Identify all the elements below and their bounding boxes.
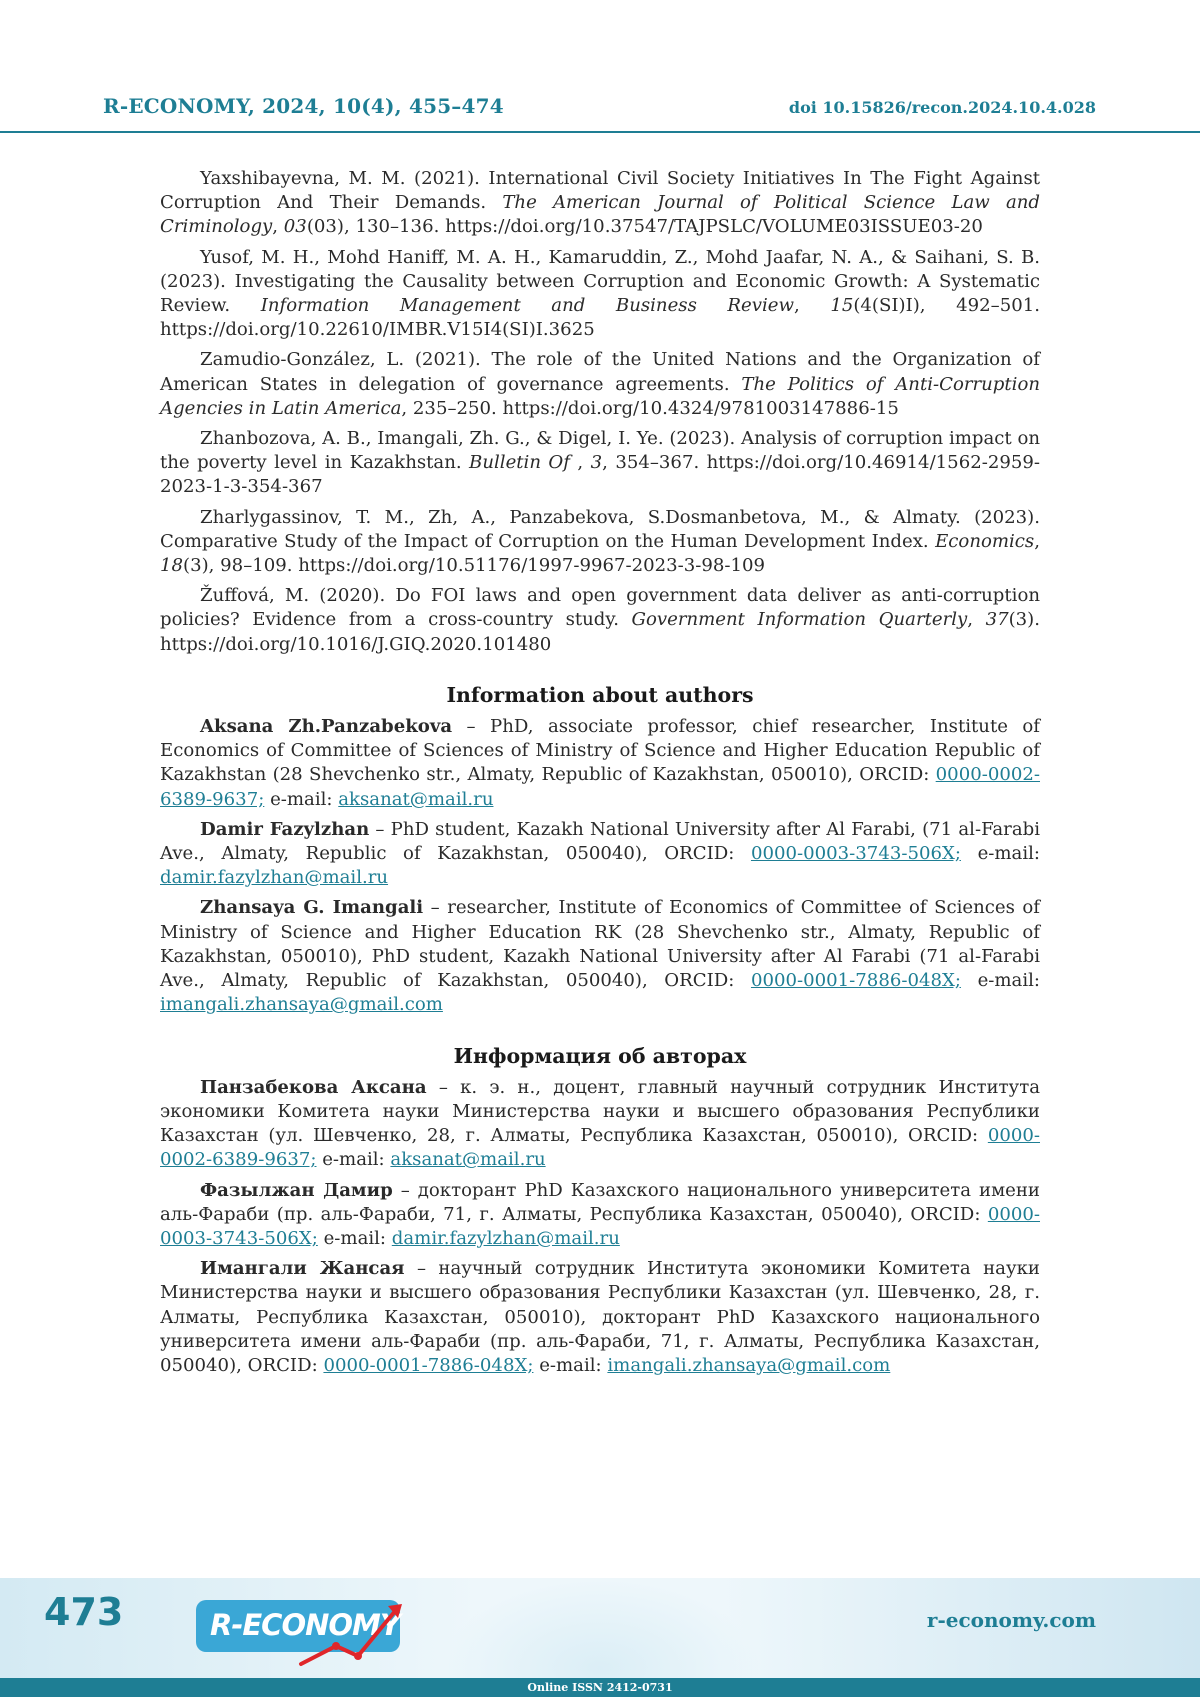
globe-background bbox=[440, 1578, 760, 1678]
author-item: Имангали Жансая – научный сотрудник Института экономики Комитета науки Министерства науки и высшего образования Республики Казахстан (ул. Шевченко, 28, г. Алматы, Республика Казахстан, 050010), докторант PhD Казахского национального университета имени аль-Фараби (пр. аль-Фараби, 71, г. Алматы, Республика Казахстан, 050040), ORCID: 0000-0001-7886-048X; e-mail: imangali.zhansaya@gmail.com bbox=[160, 1257, 1040, 1378]
website-link[interactable]: r-economy.com bbox=[927, 1608, 1096, 1632]
reference-item: Žuffová, M. (2020). Do FOI laws and open government data deliver as anti-corruption policies? Evidence from a cross-country study. Government Information Quarterly, 37(3). https://doi.org/10.1016/J.GIQ.2020.101480 bbox=[160, 584, 1040, 657]
logo-text: R-ECONOMY bbox=[210, 1608, 400, 1642]
reference-volume: 18 bbox=[160, 555, 183, 576]
section-title-authors-en: Information about authors bbox=[160, 683, 1040, 707]
orcid-link[interactable]: 0000-0001-7886-048X; bbox=[751, 970, 961, 991]
doi-label: doi 10.15826/recon.2024.10.4.028 bbox=[789, 98, 1096, 117]
author-name: Aksana Zh.Panzabekova bbox=[200, 716, 452, 737]
authors-ru-list bbox=[160, 1076, 1040, 1378]
author-item: Zhansaya G. Imangali – researcher, Institute of Economics of Committee of Sciences of Ministry of Science and Higher Education RK (28 Shevchenko str., Almaty, Republic of Kazakhstan, 050010), PhD student, Kazakh National University after Al Farabi (71 al-Farabi Ave., Almaty, Republic of Kazakhstan, 050040), ORCID: 0000-0001-7886-048X; e-mail: imangali.zhansaya@gmail.com bbox=[160, 896, 1040, 1017]
author-item: Панзабекова Аксана – к. э. н., доцент, главный научный сотрудник Института экономики Комитета науки Министерства науки и высшего образования Республики Казахстан (ул. Шевченко, 28, г. Алматы, Республика Казахстан, 050010), ORCID: 0000-0002-6389-9637; e-mail: aksanat@mail.ru bbox=[160, 1076, 1040, 1173]
author-item: Фазылжан Дамир – докторант PhD Казахского национального университета имени аль-Фараби (пр. аль-Фараби, 71, г. Алматы, Республика Казахстан, 050040), ORCID: 0000-0003-3743-506X; e-mail: damir.fazylzhan@mail.ru bbox=[160, 1179, 1040, 1252]
reference-item: Yaxshibayevna, M. M. (2021). International Civil Society Initiatives In The Fight Against Corruption And Their Demands. The American Journal of Political Science Law and Criminology, 03(03), 130–136. https://doi.org/10.37547/TAJPSLC/VOLUME03ISSUE03-20 bbox=[160, 167, 1040, 240]
reference-source: The American Journal of Political Science Law and Criminology bbox=[160, 192, 1040, 237]
email-link[interactable]: aksanat@mail.ru bbox=[338, 789, 493, 810]
authors-en-list bbox=[160, 715, 1040, 1017]
page-footer bbox=[0, 1578, 1200, 1678]
reference-source: Government Information Quarterly bbox=[632, 609, 968, 630]
author-name: Панзабекова Аксана bbox=[200, 1077, 427, 1098]
orcid-link[interactable]: 0000-0002-6389-9637; bbox=[160, 1125, 1040, 1170]
journal-logo bbox=[196, 1600, 400, 1652]
reference-item: Zamudio-González, L. (2021). The role of the United Nations and the Organization of American States in delegation of governance agreements. The Politics of Anti-Corruption Agencies in Latin America, 235–250. https://doi.org/10.4324/9781003147886-15 bbox=[160, 348, 1040, 421]
author-item: Aksana Zh.Panzabekova – PhD, associate professor, chief researcher, Institute of Economics of Committee of Sciences of Ministry of Science and Higher Education Republic of Kazakhstan (28 Shevchenko str., Almaty, Republic of Kazakhstan, 050010), ORCID: 0000-0002-6389-9637; e-mail: aksanat@mail.ru bbox=[160, 715, 1040, 812]
orcid-link[interactable]: 0000-0001-7886-048X; bbox=[323, 1355, 533, 1376]
page-header bbox=[0, 0, 1200, 133]
reference-source: Economics bbox=[935, 531, 1034, 552]
orcid-link[interactable]: 0000-0003-3743-506X; bbox=[751, 843, 961, 864]
reference-source: Bulletin Of bbox=[469, 452, 577, 473]
reference-source: The Politics of Anti-Corruption Agencies in Latin America bbox=[160, 374, 1040, 419]
page-content bbox=[160, 167, 1040, 1384]
reference-item: Zharlygassinov, T. M., Zh, A., Panzabekova, S.Dosmanbetova, M., & Almaty. (2023). Comparative Study of the Impact of Corruption on the Human Development Index. Economics, 18(3), 98–109. https://doi.org/10.51176/1997-9967-2023-3-98-109 bbox=[160, 506, 1040, 579]
reference-volume: 3 bbox=[591, 452, 603, 473]
reference-volume: 15 bbox=[830, 295, 853, 316]
issn-label: Online ISSN 2412-0731 bbox=[0, 1678, 1200, 1697]
email-link[interactable]: imangali.zhansaya@gmail.com bbox=[607, 1355, 890, 1376]
email-link[interactable]: imangali.zhansaya@gmail.com bbox=[160, 994, 443, 1015]
author-item: Damir Fazylzhan – PhD student, Kazakh National University after Al Farabi, (71 al-Farabi Ave., Almaty, Republic of Kazakhstan, 050040), ORCID: 0000-0003-3743-506X; e-mail: damir.fazylzhan@mail.ru bbox=[160, 818, 1040, 891]
email-link[interactable]: aksanat@mail.ru bbox=[390, 1149, 545, 1170]
orcid-link[interactable]: 0000-0002-6389-9637; bbox=[160, 764, 1040, 809]
growth-arrow-icon bbox=[296, 1602, 416, 1672]
reference-list bbox=[160, 167, 1040, 657]
author-name: Фазылжан Дамир bbox=[200, 1180, 393, 1201]
reference-source: Information Management and Business Review bbox=[261, 295, 794, 316]
author-name: Damir Fazylzhan bbox=[200, 819, 369, 840]
reference-volume: 37 bbox=[986, 609, 1009, 630]
orcid-link[interactable]: 0000-0003-3743-506X; bbox=[160, 1204, 1040, 1249]
section-title-authors-ru: Информация об авторах bbox=[160, 1044, 1040, 1068]
author-name: Имангали Жансая bbox=[200, 1258, 405, 1279]
email-link[interactable]: damir.fazylzhan@mail.ru bbox=[160, 867, 388, 888]
author-name: Zhansaya G. Imangali bbox=[200, 897, 423, 918]
reference-item: Zhanbozova, A. B., Imangali, Zh. G., & Digel, I. Ye. (2023). Analysis of corruption impact on the poverty level in Kazakhstan. Bulletin Of , 3, 354–367. https://doi.org/10.46914/1562-2959-2023-1-3-354-367 bbox=[160, 427, 1040, 500]
journal-title: R-ECONOMY, 2024, 10(4), 455–474 bbox=[103, 94, 504, 118]
email-link[interactable]: damir.fazylzhan@mail.ru bbox=[392, 1228, 620, 1249]
reference-item: Yusof, M. H., Mohd Haniff, M. A. H., Kamaruddin, Z., Mohd Jaafar, N. A., & Saihani, S. B. (2023). Investigating the Causality between Corruption and Economic Growth: A Systematic Review. Information Management and Business Review, 15(4(SI)I), 492–501. https://doi.org/10.22610/IMBR.V15I4(SI)I.3625 bbox=[160, 246, 1040, 343]
page-number: 473 bbox=[44, 1590, 123, 1634]
reference-volume: 03 bbox=[284, 216, 307, 237]
